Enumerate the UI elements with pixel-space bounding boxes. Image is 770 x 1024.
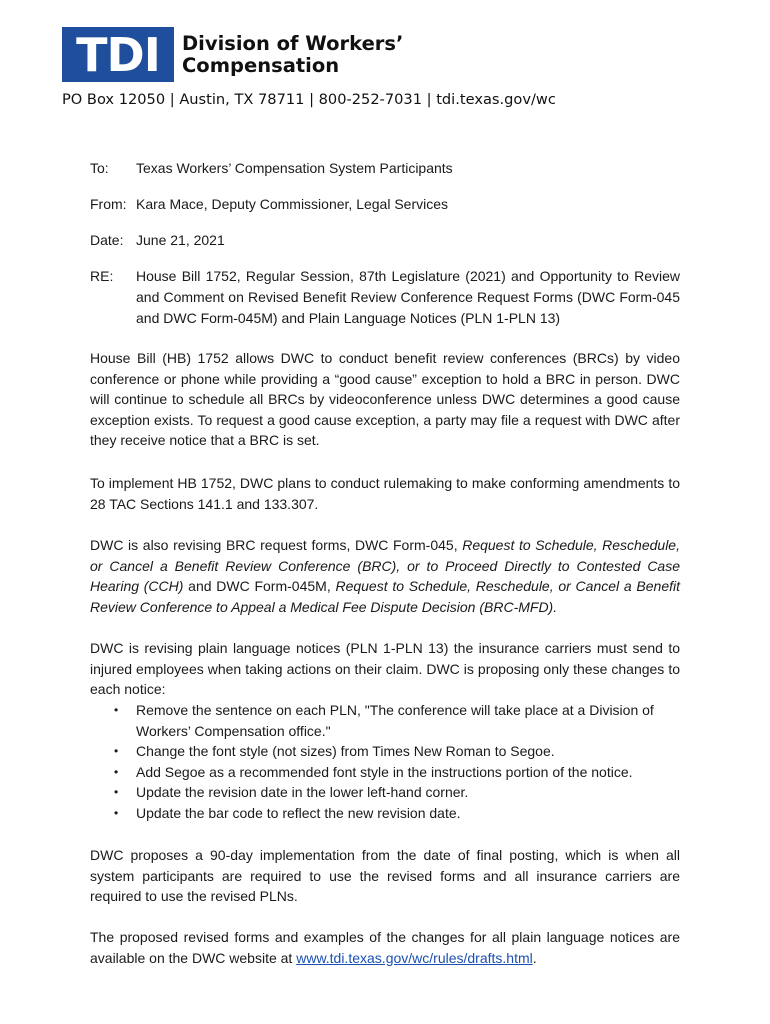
bullet-icon: • — [114, 703, 119, 717]
paragraph-hb1752: House Bill (HB) 1752 allows DWC to conduct benefit review conferences (BRCs) by video conference or phone while providing a “good cause” exception to hold a BRC in person. DWC will continue to schedule all BRCs by videoconference unless DWC determines a good cause exception exists. To request a good cause exception, a party may file a request with DWC after they receive notice that a BRC is set. — [90, 350, 680, 449]
list-item-text: Change the font style (not sizes) from Times New Roman to Segoe. — [136, 743, 555, 760]
brc-forms-text-2: and DWC Form-045M, — [183, 578, 336, 595]
pln-changes-list — [90, 700, 680, 824]
from-label: From: — [90, 196, 127, 212]
division-name — [182, 33, 403, 77]
re-value: House Bill 1752, Regular Session, 87th Legislature (2021) and Opportunity to Review and Comment on Revised Benefit Review Conference Request Forms (DWC Form-045 and DWC Form-045M) and Plain Language Notices (PLN 1-PLN 13) — [136, 268, 680, 326]
website-text: The proposed revised forms and examples of the changes for all plain language notices are available on the DWC website at — [90, 929, 680, 966]
bullet-icon: • — [114, 805, 119, 820]
bullet-icon: • — [114, 764, 119, 779]
list-item-text: Update the bar code to reflect the new revision date. — [136, 804, 461, 821]
paragraph-pln: DWC is revising plain language notices (PLN 1-PLN 13) the insurance carriers must send to injured employees when taking actions on their claim. DWC is proposing only these changes to each notice: — [90, 640, 680, 698]
list-item — [90, 762, 680, 783]
list-item — [90, 741, 680, 762]
brc-forms-text-1: DWC is also revising BRC request forms, DWC Form-045, — [90, 537, 463, 553]
paragraph-rulemaking: To implement HB 1752, DWC plans to conduct rulemaking to make conforming amendments to 28 TAC Sections 141.1 and 133.307. — [90, 475, 680, 512]
division-line-2: Compensation — [182, 54, 340, 77]
drafts-page-link[interactable]: www.tdi.texas.gov/wc/rules/drafts.html — [296, 949, 533, 966]
list-item — [90, 803, 680, 824]
division-line-1: Division of Workers’ — [182, 32, 404, 55]
tdi-logo-text: TDI — [76, 27, 160, 82]
paragraph-website — [90, 927, 680, 968]
to-value: Texas Workers’ Compensation System Participants — [136, 160, 453, 176]
paragraph-implementation: DWC proposes a 90-day implementation from the date of final posting, which is when all system participants are required to use the revised forms and all insurance carriers are required to use the revised PLNs. — [90, 847, 680, 905]
bullet-icon: • — [114, 785, 119, 800]
re-label: RE: — [90, 268, 114, 284]
contact-line: PO Box 12050 | Austin, TX 78711 | 800-252-7031 | tdi.texas.gov/wc — [62, 91, 556, 108]
tdi-logo — [62, 27, 174, 82]
paragraph-brc-forms — [90, 535, 680, 617]
list-item — [90, 782, 680, 803]
list-item — [90, 700, 680, 741]
list-item-text: Update the revision date in the lower left-hand corner. — [136, 784, 469, 801]
to-label: To: — [90, 160, 109, 176]
form-045-title: Request to Schedule, Reschedule, or Cancel a Benefit Review Conference (BRC), or to Proceed Directly to Contested Case Hearing (CCH) — [90, 537, 680, 595]
form-045m-title: Request to Schedule, Reschedule, or Cancel a Benefit Review Conference to Appeal a Medical Fee Dispute Decision (BRC-MFD). — [90, 578, 680, 615]
date-label: Date: — [90, 232, 124, 248]
website-text-end: . — [532, 949, 537, 966]
list-item-text: Add Segoe as a recommended font style in the instructions portion of the notice. — [136, 763, 633, 780]
bullet-icon: • — [114, 744, 119, 759]
date-value: June 21, 2021 — [136, 232, 225, 248]
list-item-text: Remove the sentence on each PLN, "The conference will take place at a Division of Workers’ Compensation office." — [136, 702, 654, 739]
from-value: Kara Mace, Deputy Commissioner, Legal Services — [136, 196, 449, 212]
